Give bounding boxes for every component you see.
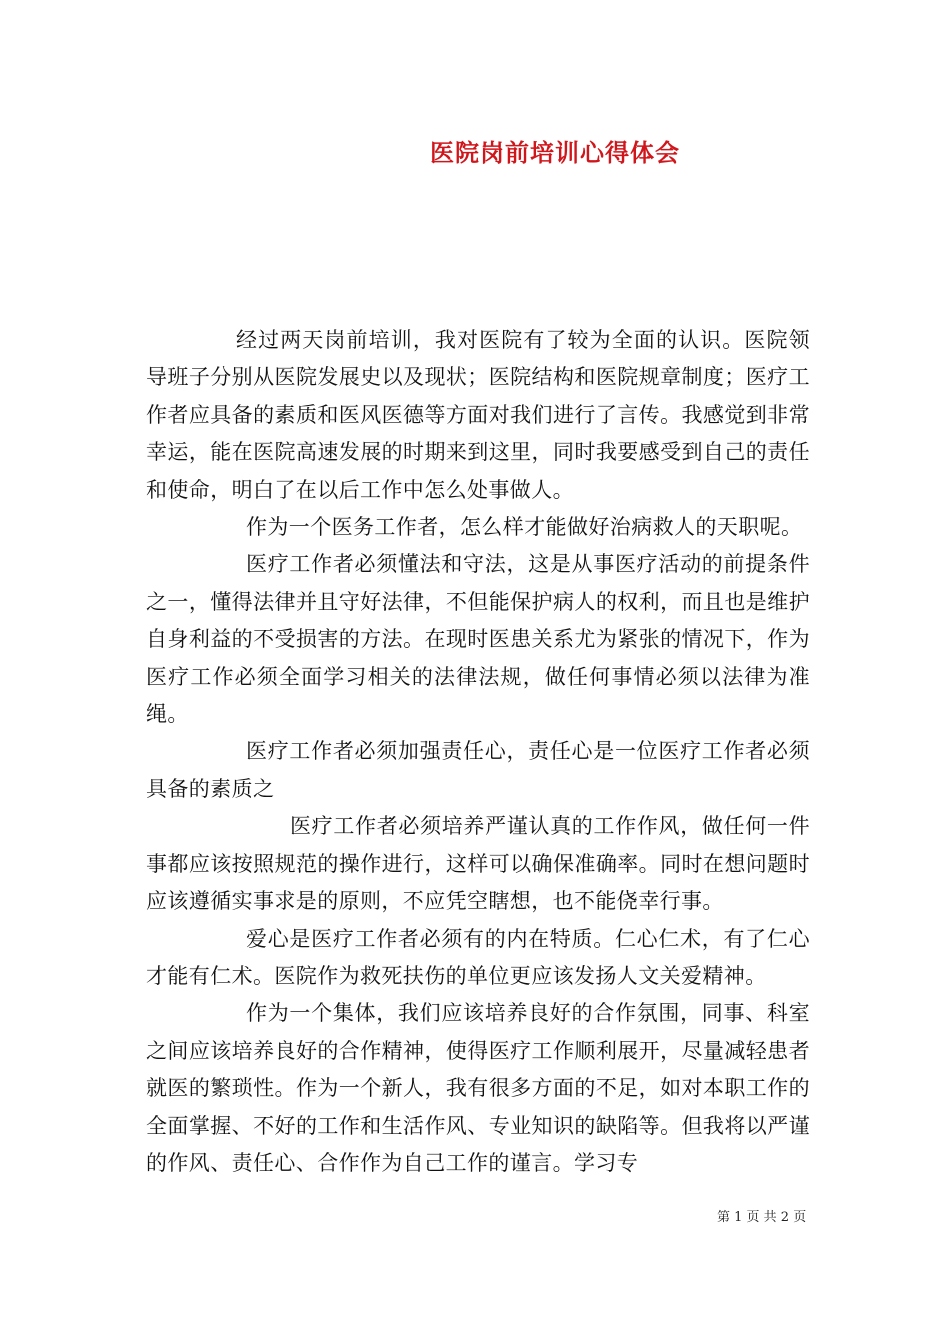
paragraph-5: 医疗工作者必须培养严谨认真的工作作风，做任何一件事都应该按照规范的操作进行，这样可以确保准确率。同时在想问题时应该遵循实事求是的原则，不应凭空瞎想，也不能侥幸行事。 bbox=[146, 814, 810, 914]
paragraph-3: 医疗工作者必须懂法和守法，这是从事医疗活动的前提条件之一，懂得法律并且守好法律，不但能保护病人的权利，而且也是维护自身利益的不受损害的方法。在现时医患关系尤为紧张的情况下，作为医疗工作必须全面学习相关的法律法规，做任何事情必须以法律为准绳。 bbox=[146, 552, 810, 727]
paragraph-4: 医疗工作者必须加强责任心，责任心是一位医疗工作者必须具备的素质之 bbox=[146, 739, 810, 801]
page-number-footer: 第 1 页 共 2 页 bbox=[717, 1210, 807, 1225]
document-body bbox=[146, 322, 810, 1182]
paragraph-2: 作为一个医务工作者，怎么样才能做好治病救人的天职呢。 bbox=[246, 515, 803, 540]
paragraph-1: 经过两天岗前培训，我对医院有了较为全面的认识。医院领导班子分别从医院发展史以及现状；医院结构和医院规章制度；医疗工作者应具备的素质和医风医德等方面对我们进行了言传。我感觉到非常幸运，能在医院高速发展的时期来到这里，同时我要感受到自己的责任和使命，明白了在以后工作中怎么处事做人。 bbox=[146, 328, 810, 502]
paragraph-6: 爱心是医疗工作者必须有的内在特质。仁心仁术，有了仁心才能有仁术。医院作为救死扶伤的单位更应该发扬人文关爱精神。 bbox=[146, 926, 810, 988]
paragraph-7: 作为一个集体，我们应该培养良好的合作氛围，同事、科室之间应该培养良好的合作精神，使得医疗工作顺利展开，尽量减轻患者就医的繁琐性。作为一个新人，我有很多方面的不足，如对本职工作的全面掌握、不好的工作和生活作风、专业知识的缺陷等。但我将以严谨的作风、责任心、合作作为自己工作的谨言。学习专 bbox=[146, 1001, 810, 1175]
document-title: 医院岗前培训心得体会 bbox=[430, 138, 680, 167]
